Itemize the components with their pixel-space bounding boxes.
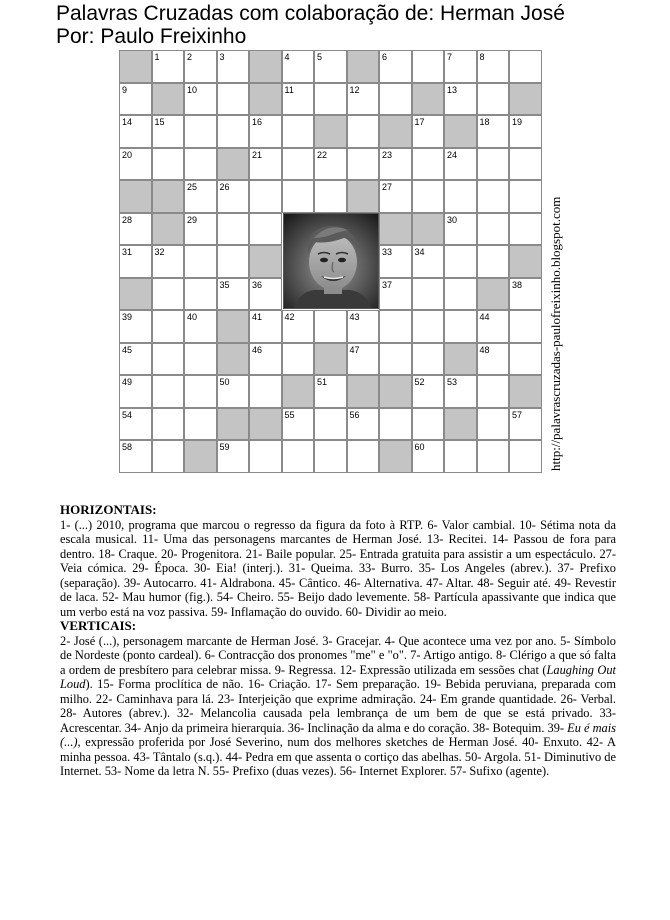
grid-cell[interactable] xyxy=(477,343,510,376)
clue-number: 52 xyxy=(414,377,425,387)
clue-number: 26 xyxy=(219,182,230,192)
grid-cell[interactable] xyxy=(184,50,217,83)
grid-cell[interactable] xyxy=(314,180,347,213)
grid-cell[interactable] xyxy=(379,148,412,181)
vertical-clue-text-b: ). 15- Forma proclítica de não. 16- Criação. 17- Sem preparação. 19- Bebida peruviana, preparada com milho. 22- Caminhava para lá. 23- Interjeição que exprime admiração. 24- Em grande quantidade. 26- Verbal. 28- Autores (abrev.). 32- Melancolia causada pela lembrança de um bem de que se está privado. 33- Acrescentar. 34- Anjo da primeira hierarquia. 36- Inclinação da alma e do coração. 38- Botequim. 39- xyxy=(60,677,616,735)
grid-cell[interactable] xyxy=(412,148,445,181)
grid-cell[interactable] xyxy=(379,50,412,83)
grid-cell[interactable] xyxy=(509,278,542,311)
grid-cell[interactable] xyxy=(249,343,282,376)
clue-number: 59 xyxy=(219,442,230,452)
grid-cell[interactable] xyxy=(444,440,477,473)
black-cell xyxy=(444,408,477,441)
grid-cell[interactable] xyxy=(119,148,152,181)
black-cell xyxy=(249,50,282,83)
grid-cell[interactable] xyxy=(444,245,477,278)
black-cell xyxy=(314,115,347,148)
grid-cell[interactable] xyxy=(477,83,510,116)
grid-cell[interactable] xyxy=(412,245,445,278)
grid-cell[interactable] xyxy=(217,375,250,408)
grid-cell[interactable] xyxy=(152,343,185,376)
grid-cell[interactable] xyxy=(184,310,217,343)
clue-number: 36 xyxy=(252,279,263,290)
clue-number: 41 xyxy=(252,312,263,322)
grid-cell[interactable] xyxy=(509,148,542,181)
grid-cell[interactable] xyxy=(347,343,380,376)
grid-cell[interactable] xyxy=(249,115,282,148)
clue-number: 20 xyxy=(122,149,133,160)
clue-number: 12 xyxy=(349,84,360,95)
clue-number: 7 xyxy=(447,52,453,62)
grid-cell[interactable] xyxy=(119,375,152,408)
grid-cell[interactable] xyxy=(119,245,152,278)
grid-cell[interactable] xyxy=(444,83,477,116)
black-cell xyxy=(314,343,347,376)
clue-number: 60 xyxy=(414,442,425,452)
grid-cell[interactable] xyxy=(282,148,315,181)
grid-cell[interactable] xyxy=(217,50,250,83)
clue-number: 25 xyxy=(187,182,198,192)
grid-cell[interactable] xyxy=(314,50,347,83)
black-cell xyxy=(509,375,542,408)
black-cell xyxy=(509,83,542,116)
grid-cell[interactable] xyxy=(509,180,542,213)
clue-number: 10 xyxy=(187,84,198,95)
clue-number: 4 xyxy=(284,52,290,62)
grid-cell[interactable] xyxy=(379,83,412,116)
grid-cell[interactable] xyxy=(152,440,185,473)
grid-cell[interactable] xyxy=(509,213,542,246)
clue-number: 27 xyxy=(382,182,393,192)
grid-cell[interactable] xyxy=(184,375,217,408)
grid-cell[interactable] xyxy=(477,50,510,83)
grid-cell[interactable] xyxy=(314,408,347,441)
clue-number: 54 xyxy=(122,409,133,420)
grid-cell[interactable] xyxy=(152,245,185,278)
grid-cell[interactable] xyxy=(444,213,477,246)
clue-number: 44 xyxy=(479,312,490,322)
grid-cell[interactable] xyxy=(509,115,542,148)
clue-number: 24 xyxy=(447,149,458,160)
black-cell xyxy=(152,83,185,116)
grid-cell[interactable] xyxy=(347,83,380,116)
grid-cell[interactable] xyxy=(347,408,380,441)
grid-cell[interactable] xyxy=(444,310,477,343)
grid-cell[interactable] xyxy=(412,440,445,473)
clue-number: 1 xyxy=(154,52,160,62)
black-cell xyxy=(249,408,282,441)
clue-number: 39 xyxy=(122,312,133,322)
clue-number: 40 xyxy=(187,312,198,322)
grid-cell[interactable] xyxy=(477,440,510,473)
vertical-clue-italic-a: Laughing Out Loud xyxy=(60,662,616,691)
grid-cell[interactable] xyxy=(249,310,282,343)
clue-number: 58 xyxy=(122,442,133,452)
clue-number: 9 xyxy=(122,84,128,95)
black-cell xyxy=(119,180,152,213)
grid-cell[interactable] xyxy=(217,180,250,213)
grid-cell[interactable] xyxy=(119,83,152,116)
vertical-heading: VERTICAIS: xyxy=(60,618,137,633)
grid-cell[interactable] xyxy=(152,50,185,83)
clue-number: 46 xyxy=(252,344,263,355)
clue-number: 32 xyxy=(154,247,165,257)
grid-cell[interactable] xyxy=(119,115,152,148)
black-cell xyxy=(152,213,185,246)
grid-cell[interactable] xyxy=(444,278,477,311)
black-cell xyxy=(282,375,315,408)
grid-cell[interactable] xyxy=(217,83,250,116)
grid-cell[interactable] xyxy=(477,213,510,246)
black-cell xyxy=(152,180,185,213)
grid-cell[interactable] xyxy=(119,408,152,441)
grid-cell[interactable] xyxy=(509,440,542,473)
clue-number: 29 xyxy=(187,214,198,225)
vertical-clue-italic-b: Eu é mais (...) xyxy=(60,720,617,749)
clue-number: 45 xyxy=(122,344,133,355)
grid-cell[interactable] xyxy=(217,245,250,278)
horizontal-clue-text: 1- (...) 2010, programa que marcou o regresso da figura da foto à RTP. 6- Valor cambial. 10- Sétima nota da escala musical. 11- Uma das personagens marcantes de Herman José. 13- Recitei. 14- Passou de fora para dentro. 18- Craque. 20- Progenitora. 21- Baile popular. 25- Entrada gratuita para assistir a um espectáculo. 27- Veia cómica. 29- Época. 30- Eia! (interj.). 31- Queima. 33- Burro. 35- Los Angeles (abrev.). 37- Prefixo (separação). 39- Autocarro. 41- Aldrabona. 45- Cântico. 46- Alternativa. 47- Altar. 48- Seguir até. 49- Revestir de laca. 52- Mau humor (fig.). 54- Cheiro. 55- Beijo dado levemente. 58- Partícula apassivante que indica que um verbo está na voz passiva. 59- Inflamação do ouvido. 60- Dividir ao meio. xyxy=(60,517,616,619)
grid-cell[interactable] xyxy=(477,115,510,148)
black-cell xyxy=(249,245,282,278)
clue-number: 53 xyxy=(447,377,458,387)
grid-cell[interactable] xyxy=(152,278,185,311)
grid-cell[interactable] xyxy=(379,343,412,376)
grid-cell[interactable] xyxy=(412,50,445,83)
grid-cell[interactable] xyxy=(412,375,445,408)
black-cell xyxy=(379,375,412,408)
grid-cell[interactable] xyxy=(412,115,445,148)
grid-cell[interactable] xyxy=(379,278,412,311)
grid-cell[interactable] xyxy=(379,408,412,441)
clue-number: 28 xyxy=(122,214,133,225)
horizontal-clues xyxy=(60,503,616,619)
grid-cell[interactable] xyxy=(282,83,315,116)
clue-number: 48 xyxy=(479,344,490,355)
black-cell xyxy=(379,115,412,148)
black-cell xyxy=(509,245,542,278)
grid-cell[interactable] xyxy=(282,440,315,473)
grid-cell[interactable] xyxy=(249,148,282,181)
grid-cell[interactable] xyxy=(477,310,510,343)
grid-cell[interactable] xyxy=(282,50,315,83)
grid-cell[interactable] xyxy=(184,245,217,278)
grid-cell[interactable] xyxy=(412,278,445,311)
grid-cell[interactable] xyxy=(217,213,250,246)
grid-cell[interactable] xyxy=(444,180,477,213)
clue-number: 11 xyxy=(284,84,294,95)
black-cell xyxy=(379,213,412,246)
grid-cell[interactable] xyxy=(444,375,477,408)
vertical-clue-text-a: 2- José (...), personagem marcante de Herman José. 3- Gracejar. 4- Que acontece uma vez por ano. 5- Símbolo de Nordeste (ponto cardeal). 6- Contracção dos pronomes "me" e "o". 7- Artigo antigo. 8- Clérigo a que só falta a ordem de presbítero para celebrar missa. 9- Regressa. 12- Expressão utilizada em sessões chat ( xyxy=(60,633,616,677)
clue-number: 5 xyxy=(317,52,323,62)
grid-cell[interactable] xyxy=(379,245,412,278)
grid-cell[interactable] xyxy=(282,408,315,441)
clue-number: 30 xyxy=(447,214,458,225)
grid-cell[interactable] xyxy=(249,375,282,408)
clue-number: 37 xyxy=(382,279,393,290)
clue-number: 13 xyxy=(447,84,458,95)
grid-cell[interactable] xyxy=(249,180,282,213)
black-cell xyxy=(379,440,412,473)
grid-cell[interactable] xyxy=(412,343,445,376)
clue-number: 55 xyxy=(284,409,295,420)
grid-cell[interactable] xyxy=(249,440,282,473)
black-cell xyxy=(217,408,250,441)
clue-number: 50 xyxy=(219,377,230,387)
clue-number: 57 xyxy=(512,409,523,420)
grid-cell[interactable] xyxy=(412,310,445,343)
clue-number: 15 xyxy=(154,117,165,127)
grid-cell[interactable] xyxy=(184,278,217,311)
grid-cell[interactable] xyxy=(314,148,347,181)
grid-cell[interactable] xyxy=(509,310,542,343)
clue-number: 6 xyxy=(382,52,388,62)
grid-cell[interactable] xyxy=(477,180,510,213)
clue-number: 43 xyxy=(349,312,360,322)
grid-cell[interactable] xyxy=(119,310,152,343)
black-cell xyxy=(119,278,152,311)
grid-cell[interactable] xyxy=(119,213,152,246)
clue-number: 17 xyxy=(414,117,425,127)
clue-number: 3 xyxy=(219,52,225,62)
vertical-clue-text-c: , expressão proferida por José Severino, num dos melhores sketches de Herman José. 40- Enxuto. 42- A minha pessoa. 43- Tântalo (s.q.). 44- Pedra em que assenta o cortiço das abelhas. 50- Argola. 51- Diminutivo de Internet. 53- Nome da letra N. 55- Prefixo (duas vezes). 56- Internet Explorer. 57- Sufixo (agente). xyxy=(60,735,616,778)
grid-cell[interactable] xyxy=(184,408,217,441)
grid-cell[interactable] xyxy=(282,310,315,343)
grid-cell[interactable] xyxy=(444,148,477,181)
black-cell xyxy=(347,180,380,213)
clue-number: 35 xyxy=(219,279,230,290)
page-title: Palavras Cruzadas com colaboração de: Herman José xyxy=(56,2,565,25)
clue-number: 8 xyxy=(479,52,485,62)
grid-cell[interactable] xyxy=(184,115,217,148)
grid-cell[interactable] xyxy=(314,375,347,408)
blog-url: http://palavrascruzadas-paulofreixinho.blogspot.com xyxy=(548,196,563,471)
grid-cell[interactable] xyxy=(152,115,185,148)
grid-cell[interactable] xyxy=(477,375,510,408)
black-cell xyxy=(217,310,250,343)
clue-number: 33 xyxy=(382,247,393,257)
clue-number: 31 xyxy=(122,247,133,257)
grid-cell[interactable] xyxy=(217,440,250,473)
grid-cell[interactable] xyxy=(347,148,380,181)
grid-cell[interactable] xyxy=(152,408,185,441)
vertical-clues xyxy=(60,619,616,779)
grid-cell[interactable] xyxy=(477,245,510,278)
grid-cell[interactable] xyxy=(347,115,380,148)
clue-number: 34 xyxy=(414,247,425,257)
clue-number: 14 xyxy=(122,117,133,127)
grid-cell[interactable] xyxy=(184,148,217,181)
clue-number: 21 xyxy=(252,149,263,160)
herman-jose-photo xyxy=(283,213,379,309)
black-cell xyxy=(119,50,152,83)
grid-cell[interactable] xyxy=(412,408,445,441)
grid-cell[interactable] xyxy=(509,408,542,441)
grid-cell[interactable] xyxy=(314,310,347,343)
clue-number: 18 xyxy=(479,117,490,127)
portrait-image xyxy=(284,214,379,309)
clue-number: 19 xyxy=(512,117,523,127)
clue-number: 23 xyxy=(382,149,393,160)
black-cell xyxy=(412,83,445,116)
clue-number: 22 xyxy=(317,149,328,160)
grid-cell[interactable] xyxy=(444,50,477,83)
clue-number: 56 xyxy=(349,409,360,420)
grid-cell[interactable] xyxy=(119,343,152,376)
black-cell xyxy=(444,115,477,148)
black-cell xyxy=(412,213,445,246)
grid-cell[interactable] xyxy=(184,83,217,116)
black-cell xyxy=(249,83,282,116)
grid-cell[interactable] xyxy=(477,408,510,441)
black-cell xyxy=(477,278,510,311)
grid-cell[interactable] xyxy=(152,375,185,408)
grid-cell[interactable] xyxy=(379,310,412,343)
grid-cell[interactable] xyxy=(509,50,542,83)
clue-number: 16 xyxy=(252,117,263,127)
grid-cell[interactable] xyxy=(217,115,250,148)
horizontal-heading: HORIZONTAIS: xyxy=(60,502,157,517)
black-cell xyxy=(444,343,477,376)
grid-cell[interactable] xyxy=(152,148,185,181)
grid-cell[interactable] xyxy=(184,343,217,376)
grid-cell[interactable] xyxy=(477,148,510,181)
grid-cell[interactable] xyxy=(509,343,542,376)
grid-cell[interactable] xyxy=(217,278,250,311)
grid-cell[interactable] xyxy=(184,180,217,213)
black-cell xyxy=(347,375,380,408)
grid-cell[interactable] xyxy=(412,180,445,213)
grid-cell[interactable] xyxy=(347,440,380,473)
grid-cell[interactable] xyxy=(347,310,380,343)
clues-section xyxy=(60,503,616,779)
clue-number: 2 xyxy=(187,52,193,62)
clue-number: 47 xyxy=(349,344,360,355)
clue-number: 38 xyxy=(512,279,523,290)
black-cell xyxy=(347,50,380,83)
grid-cell[interactable] xyxy=(282,343,315,376)
grid-cell[interactable] xyxy=(152,310,185,343)
clue-number: 42 xyxy=(284,312,295,322)
grid-cell[interactable] xyxy=(314,440,347,473)
clue-number: 51 xyxy=(317,377,328,387)
grid-cell[interactable] xyxy=(282,180,315,213)
grid-cell[interactable] xyxy=(249,278,282,311)
grid-cell[interactable] xyxy=(282,115,315,148)
grid-cell[interactable] xyxy=(184,213,217,246)
grid-cell[interactable] xyxy=(119,440,152,473)
black-cell xyxy=(184,440,217,473)
author-line: Por: Paulo Freixinho xyxy=(56,25,247,48)
grid-cell[interactable] xyxy=(249,213,282,246)
grid-cell[interactable] xyxy=(379,180,412,213)
black-cell xyxy=(217,343,250,376)
grid-cell[interactable] xyxy=(314,83,347,116)
clue-number: 49 xyxy=(122,377,133,387)
black-cell xyxy=(217,148,250,181)
